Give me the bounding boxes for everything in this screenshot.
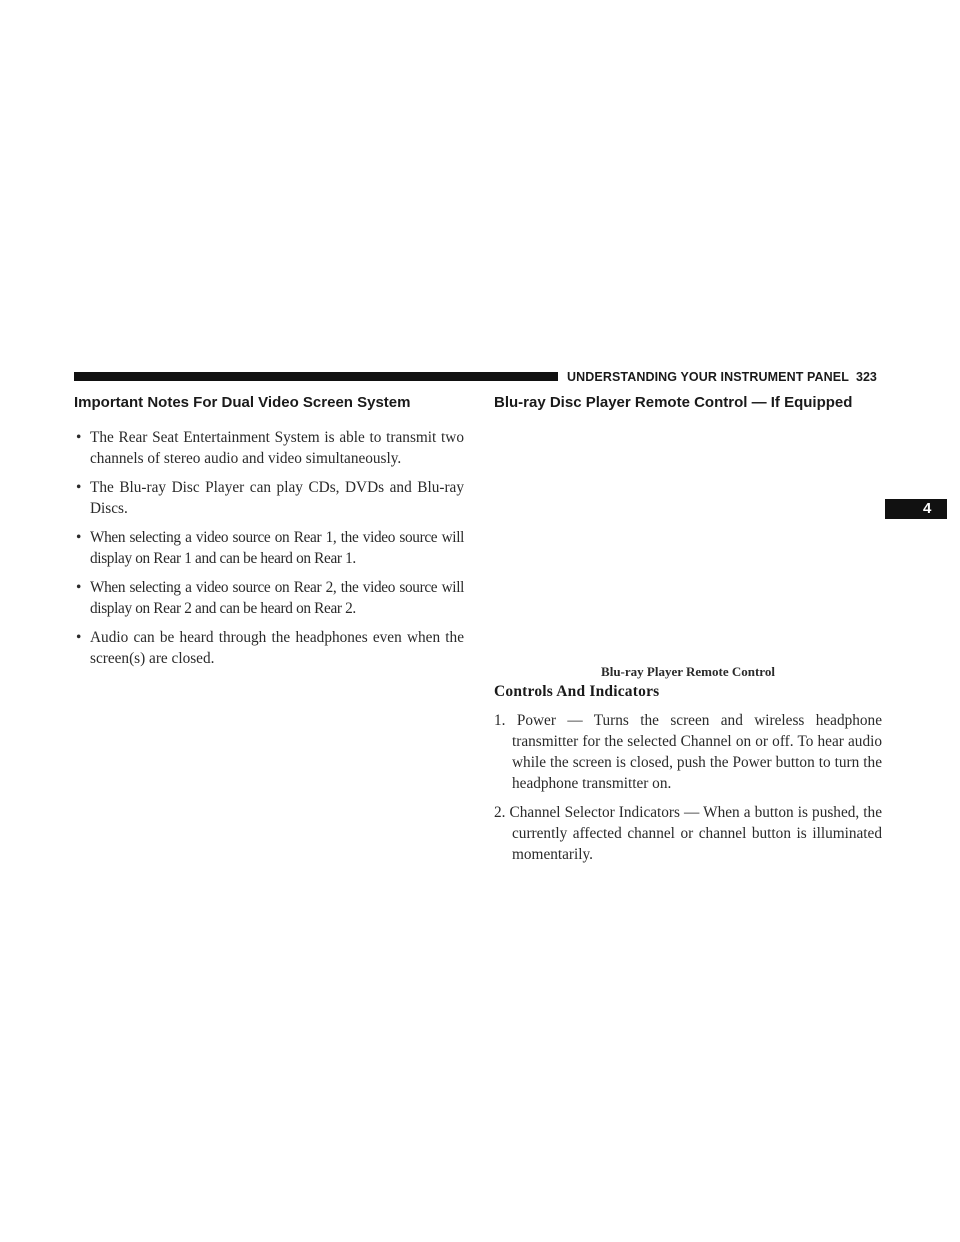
header-rule — [74, 372, 558, 381]
left-bullet-list — [74, 427, 464, 677]
bullet-item: • Audio can be heard through the headphones even when the screen(s) are closed. — [76, 629, 464, 667]
figure-caption: Blu-ray Player Remote Control — [601, 664, 775, 679]
bullet-text: When selecting a video source on Rear 1, the video source will display on Rear 1 and can be heard on Rear 1. — [90, 529, 464, 567]
bullet-text: When selecting a video source on Rear 2, the video source will display on Rear 2 and can be heard on Rear 2. — [90, 579, 464, 617]
chapter-tab: 4 — [885, 499, 947, 519]
bullet-text: The Rear Seat Entertainment System is able to transmit two channels of stereo audio and video simultaneously. — [90, 429, 464, 467]
numbered-item: 1. Power — Turns the screen and wireless headphone transmitter for the selected Channel on or off. To hear audio while the screen is closed, push the Power button to turn the headphone transmitter on. — [494, 712, 882, 792]
bullet-item: • When selecting a video source on Rear 2, the video source will display on Rear 2 and can be heard on Rear 2. — [76, 579, 464, 617]
bullet-item: • When selecting a video source on Rear 1, the video source will display on Rear 1 and can be heard on Rear 1. — [76, 529, 464, 567]
left-section-heading: Important Notes For Dual Video Screen System — [74, 394, 411, 411]
bullet-text: Audio can be heard through the headphones even when the screen(s) are closed. — [90, 629, 464, 667]
bullet-text: The Blu-ray Disc Player can play CDs, DVDs and Blu-ray Discs. — [90, 479, 464, 517]
numbered-list — [494, 710, 882, 873]
right-section-heading: Blu-ray Disc Player Remote Control — If Equipped — [494, 394, 853, 411]
bullet-item: • The Blu-ray Disc Player can play CDs, DVDs and Blu-ray Discs. — [76, 479, 464, 517]
numbered-item: 2. Channel Selector Indicators — When a button is pushed, the currently affected channel or channel button is illuminated momentarily. — [494, 804, 882, 863]
running-header-title: UNDERSTANDING YOUR INSTRUMENT PANEL — [567, 370, 849, 384]
controls-subheading: Controls And Indicators — [494, 683, 660, 700]
page-number: 323 — [856, 370, 877, 384]
bullet-item: • The Rear Seat Entertainment System is able to transmit two channels of stereo audio and video simultaneously. — [76, 429, 464, 467]
